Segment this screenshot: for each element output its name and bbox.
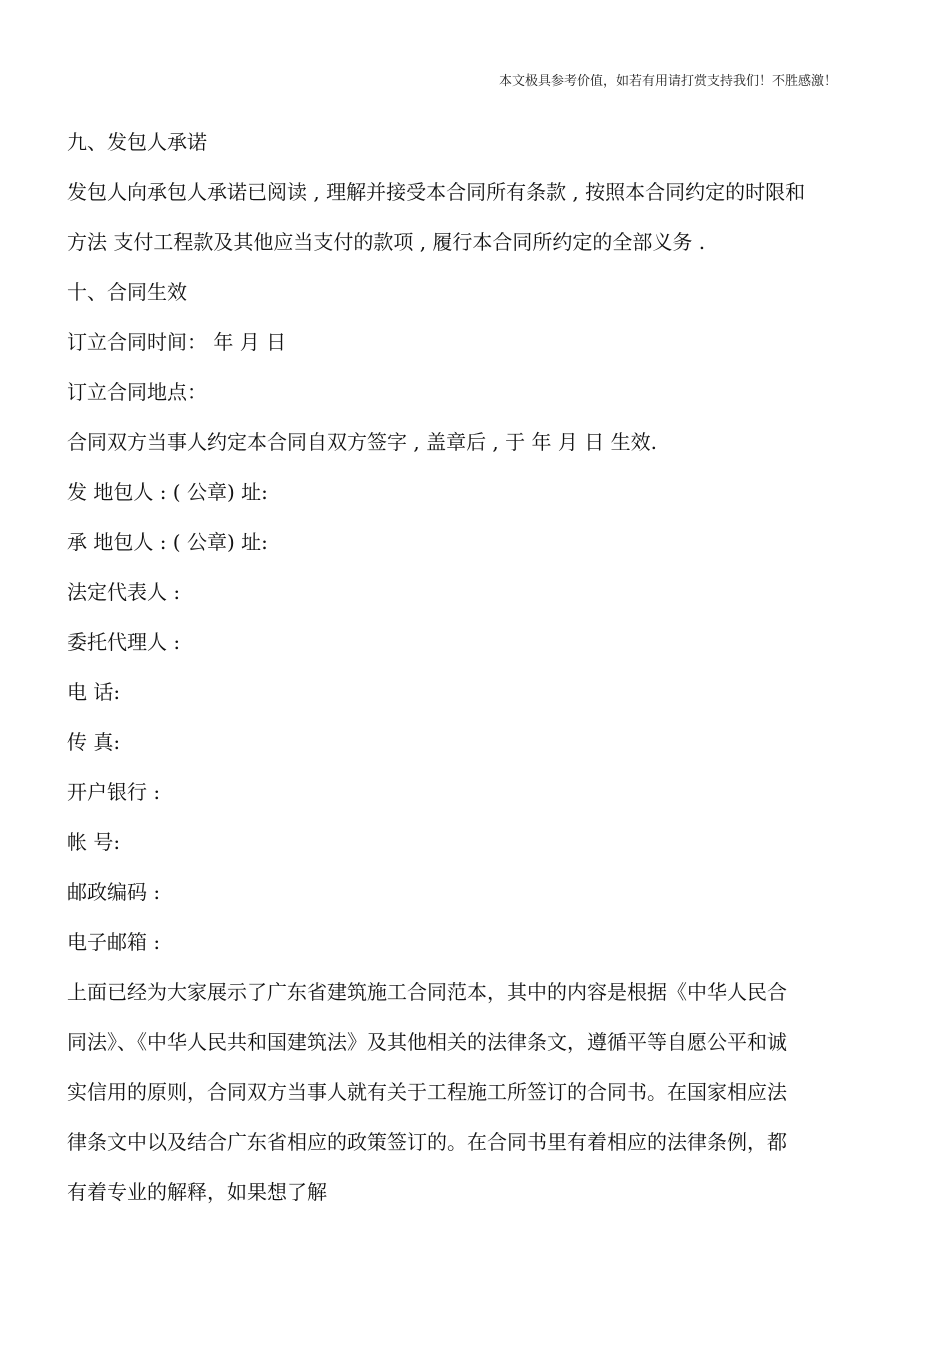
- fax-field: 传 真:: [67, 730, 121, 754]
- email-field: 电子邮箱 :: [67, 930, 161, 954]
- postcode-field: 邮政编码 :: [67, 880, 161, 904]
- effective-line: 合同双方当事人约定本合同自双方签字 , 盖章后 , 于 年 月 日 生效.: [67, 430, 657, 454]
- summary-line: 律条文中以及结合广东省相应的政策签订的。在合同书里有着相应的法律条例，都: [67, 1130, 787, 1154]
- contractor-line: 承 地包人 : ( 公章) 址:: [67, 530, 268, 554]
- contract-place-line: 订立合同地点：: [67, 380, 207, 404]
- summary-line: 实信用的原则，合同双方当事人就有关于工程施工所签订的合同书。在国家相应法: [67, 1080, 787, 1104]
- body-line: 方法 支付工程款及其他应当支付的款项 , 履行本合同所约定的全部义务 .: [67, 230, 706, 254]
- legal-rep-field: 法定代表人 :: [67, 580, 181, 604]
- header-note: 本文极具参考价值，如若有用请打赏支持我们！不胜感激！: [498, 74, 837, 89]
- section-9-heading: 九、发包人承诺: [67, 130, 207, 154]
- bank-field: 开户银行 :: [67, 780, 161, 804]
- contract-date-line: 订立合同时间： 年 月 日: [67, 330, 287, 354]
- account-field: 帐 号:: [67, 830, 121, 854]
- summary-line: 有着专业的解释，如果想了解: [67, 1180, 327, 1204]
- agent-field: 委托代理人 :: [67, 630, 181, 654]
- phone-field: 电 话:: [67, 680, 121, 704]
- body-line: 发包人向承包人承诺已阅读 , 理解并接受本合同所有条款 , 按照本合同约定的时限和: [67, 180, 806, 204]
- summary-line: 上面已经为大家展示了广东省建筑施工合同范本，其中的内容是根据《中华人民合: [67, 980, 787, 1004]
- employer-line: 发 地包人 : ( 公章) 址:: [67, 480, 268, 504]
- summary-line: 同法》、《中华人民共和国建筑法》及其他相关的法律条文，遵循平等自愿公平和诚: [67, 1030, 787, 1054]
- section-10-heading: 十、合同生效: [67, 280, 187, 304]
